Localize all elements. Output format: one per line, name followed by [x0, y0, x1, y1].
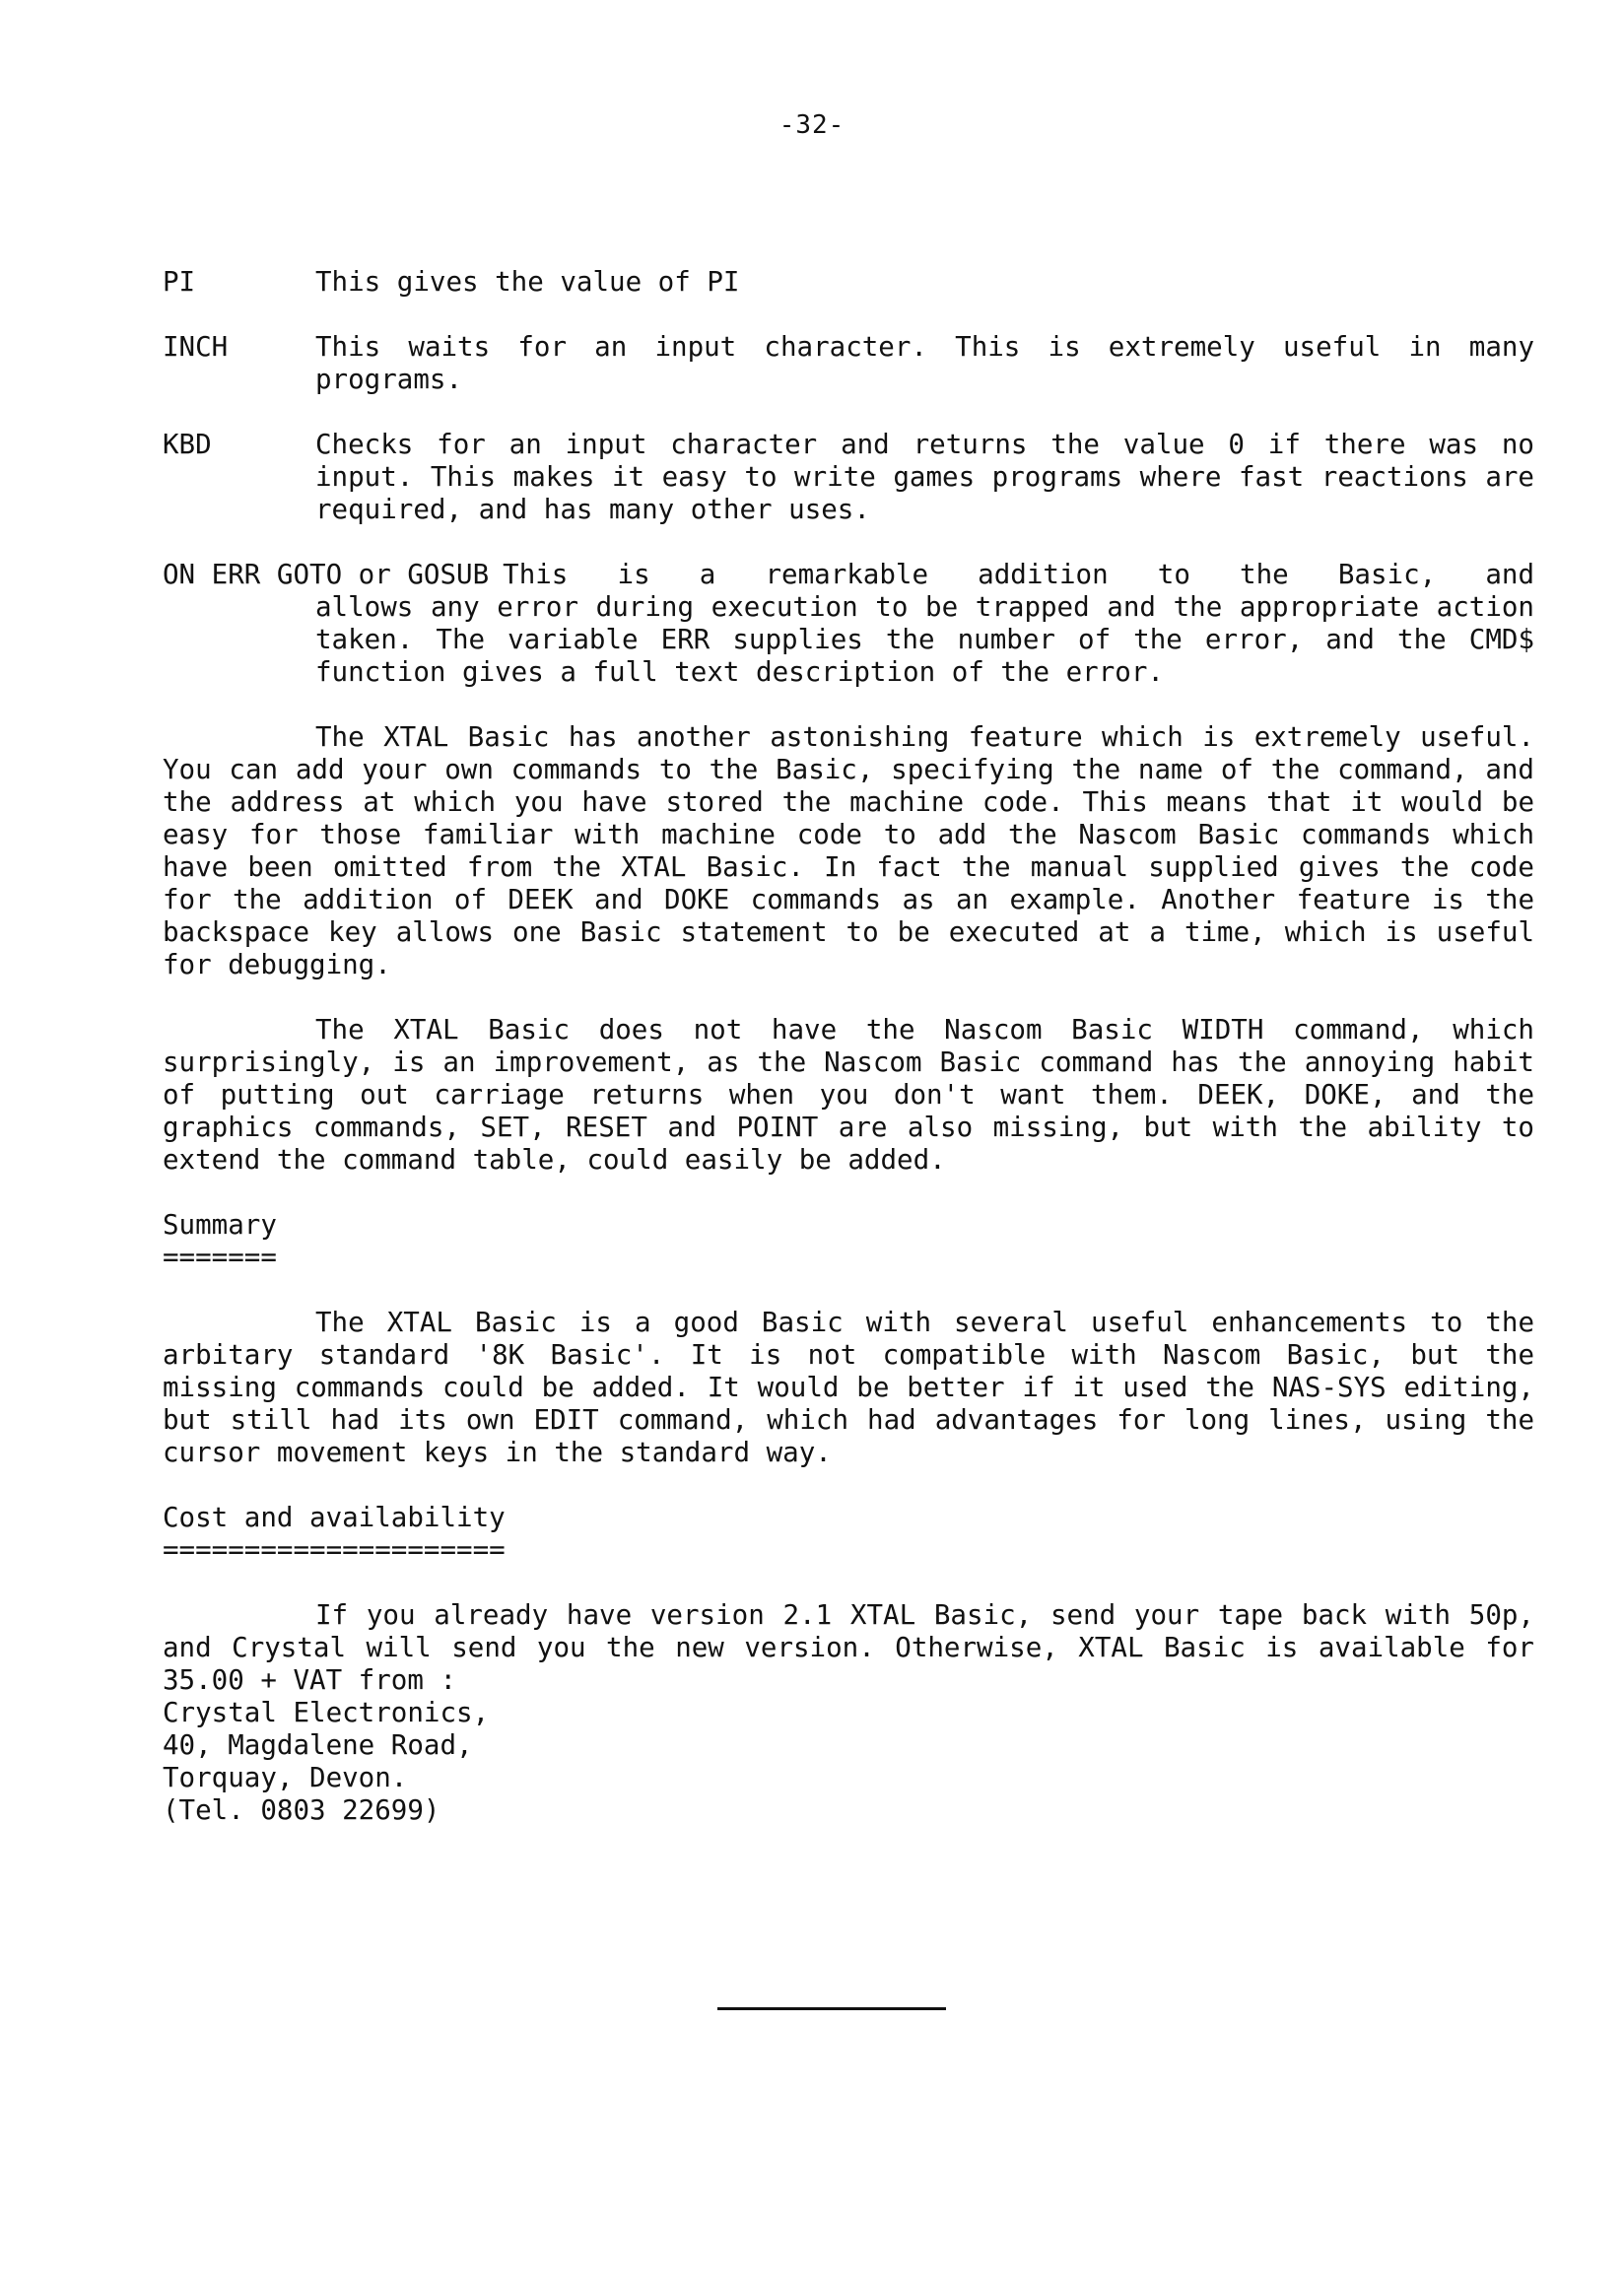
section-heading-summary: Summary	[163, 1209, 277, 1241]
address-block	[163, 1697, 1534, 1827]
page-number: -32-	[778, 110, 846, 140]
address-line: (Tel. 0803 22699)	[163, 1794, 440, 1826]
address-line: Torquay, Devon.	[163, 1762, 408, 1793]
paragraph-cost: If you already have version 2.1 XTAL Basic, send your tape back with 50p, and Crystal will send you the new version. Otherwise, XTAL Basic is available for 35.00 + VAT from :	[163, 1599, 1534, 1696]
address-line: 40, Magdalene Road,	[163, 1729, 473, 1761]
end-rule-divider	[717, 2007, 946, 2010]
definition-term: KBD	[163, 429, 212, 460]
definition-description-first-line: This is a remarkable addition to the Basic, and	[503, 559, 1534, 590]
definition-description: This waits for an input character. This is extremely useful in many programs.	[315, 331, 1534, 395]
section-heading-cost: Cost and availability	[163, 1502, 506, 1533]
heading-underline: =======	[163, 1242, 277, 1273]
definition-description: allows any error during execution to be trapped and the appropriate action taken. The variable ERR supplies the number of the error, and the CMD$ function gives a full text description of the error.	[315, 591, 1534, 688]
definition-description: This gives the value of PI	[315, 266, 740, 298]
heading-underline: =====================	[163, 1534, 506, 1566]
definition-on-err	[163, 559, 1534, 689]
paragraph-summary: The XTAL Basic is a good Basic with several useful enhancements to the arbitary standard '8K Basic'. It is not compatible with Nascom Basic, but the missing commands could be added. It would be better if it used the NAS-SYS editing, but still had its own EDIT command, which had advantages for long lines, using the cursor movement keys in the standard way.	[163, 1307, 1534, 1468]
paragraph-extend-commands: The XTAL Basic has another astonishing feature which is extremely useful. You can add your own commands to the Basic, specifying the name of the command, and the address at which you have stored the machine code. This means that it would be easy for those familiar with machine code to add the Nascom Basic commands which have been omitted from the XTAL Basic. In fact the manual supplied gives the code for the addition of DEEK and DOKE commands as an example. Another feature is the backspace key allows one Basic statement to be executed at a time, which is useful for debugging.	[163, 721, 1534, 980]
definition-on-err-first-line	[163, 559, 1534, 591]
definition-pi	[163, 266, 1534, 299]
paragraph-width-command: The XTAL Basic does not have the Nascom Basic WIDTH command, which surprisingly, is an improvement, as the Nascom Basic command has the annoying habit of putting out carriage returns when you don't want them. DEEK, DOKE, and the graphics commands, SET, RESET and POINT are also missing, but with the ability to extend the command table, could easily be added.	[163, 1014, 1534, 1176]
definition-term: INCH	[163, 331, 229, 363]
definition-kbd	[163, 429, 1534, 526]
definition-term: ON ERR GOTO or GOSUB	[163, 559, 490, 590]
document-body	[163, 266, 1534, 1827]
address-line: Crystal Electronics,	[163, 1697, 490, 1728]
definition-term: PI	[163, 266, 196, 298]
definition-description: Checks for an input character and returns the value 0 if there was no input. This makes it easy to write games programs where fast reactions are required, and has many other uses.	[315, 429, 1534, 525]
definition-inch	[163, 331, 1534, 396]
